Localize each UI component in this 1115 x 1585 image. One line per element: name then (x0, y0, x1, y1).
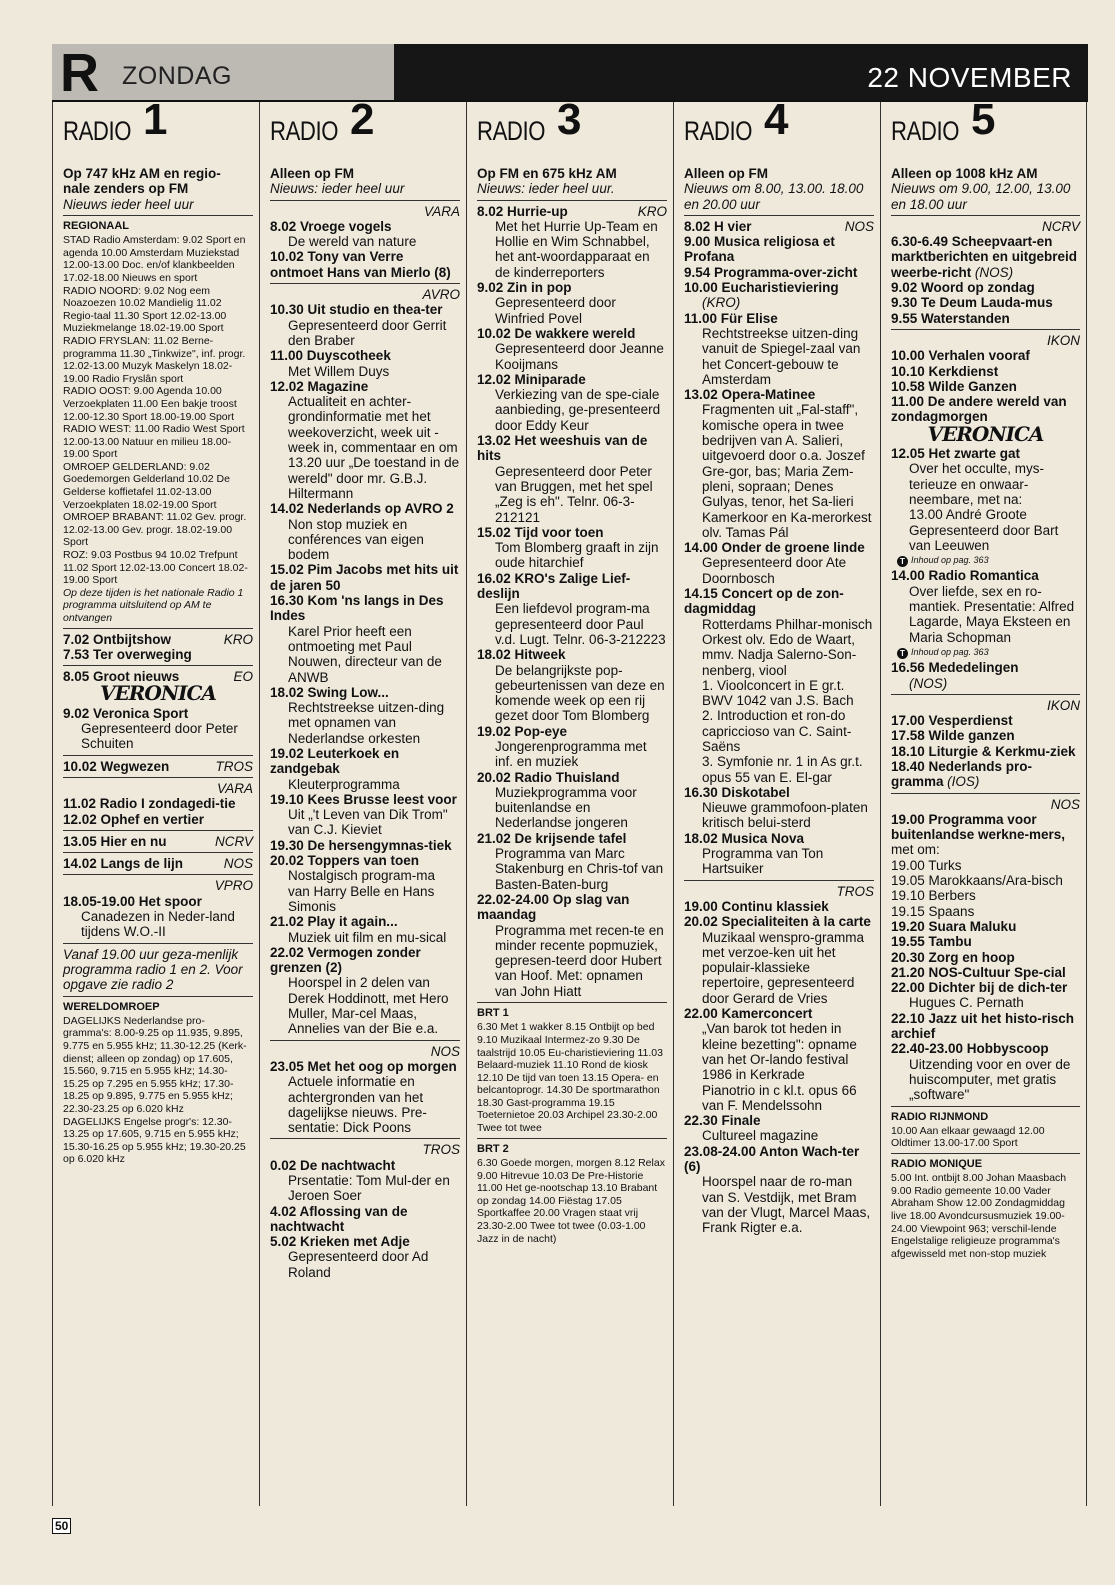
brt-listing: 6.30 Met 1 wakker 8.15 Ontbijt op bed 9.10 Muzikaal Intermez-zo 9.30 De taalstrijd 10.05 Eu-charistieviering 11.03 Belaard-muziek 11.10 Rond de kiosk 12.10 De tijd van toen 13.15 Opera- en belcantoprogr. 14.30 De sportmarathon 18.30 Gast-programma 19.15 Toeternietoe 20.03 Archipel 23.30-2.00 Twee tot twee (477, 1021, 663, 1135)
program-title: 15.02 Pim Jacobs met hits uit de jaren 50 (270, 562, 459, 593)
program-desc: 13.00 André Groote (909, 507, 1027, 523)
header-left (52, 43, 394, 103)
intro: Op FM en 675 kHz AM (477, 166, 617, 181)
program-title: 10.30 Uit studio en thea-ter (270, 302, 443, 318)
program-title: 12.02 Miniparade (477, 371, 586, 387)
program-title: 16.56 Mededelingen (891, 660, 1019, 676)
program-desc: Verkiezing van de spe-ciale aanbieding, ge-presenteerd door Eddy Keur (495, 387, 661, 433)
program-desc: Nostalgisch program-ma van Harry Belle en Hans Simonis (288, 868, 436, 914)
listing-note: Op deze tijden is het nationale Radio 1 programma uitsluitend op AM te ontvangen (63, 586, 244, 624)
program-desc: Rechtstreekse uitzen-ding met opnamen van Nederlandse orkesten (288, 700, 445, 746)
station-number: 3 (557, 102, 582, 144)
program-desc: Gepresenteerd door Jeanne Kooijmans (495, 341, 664, 372)
column-radio-3 (466, 102, 673, 1506)
program-title: 16.02 KRO's Zalige Lief-deslijn (477, 570, 631, 602)
column-header (270, 102, 460, 166)
broadcaster: NCRV (1041, 218, 1080, 234)
program-title: 19.55 Tambu (891, 934, 972, 950)
program-desc: Hugues C. Pernath (909, 995, 1024, 1011)
broadcaster: IKON (1046, 697, 1080, 713)
program-title: 16.30 Diskotabel (684, 784, 790, 800)
program-desc: Over het occulte, mys-terieuze en onwaar-neembare, met na: (909, 461, 1045, 507)
program-desc: Met het Hurrie Up-Team en Hollie en Wim Schnabbel, het ant-woordapparaat en de kinderreporters (495, 218, 658, 280)
page-number: 50 (52, 1518, 71, 1534)
station-name: RADIO (684, 116, 753, 146)
station-name: RADIO (477, 116, 546, 146)
program-title: 11.00 De andere wereld van zondagmorgen (891, 394, 1067, 425)
section-label: RADIO MONIQUE (891, 1158, 983, 1170)
listing-entry: OMROEP BRABANT: 11.02 Gev. progr. 12.02-13.00 Gev. progr. 18.02-19.00 Sport (63, 511, 247, 549)
broadcaster: NOS (430, 1043, 460, 1059)
listing-entry: STAD Radio Amsterdam: 9.02 Sport en agenda 10.00 Amsterdam Muziekstad 12.00-13.00 Doc. en/of klankbeelden 17.02-18.00 Nieuws en sport (63, 234, 246, 284)
program-title: 19.00 Programma voor buitenlandse werkne-mers, met om: (891, 811, 1066, 858)
program-desc: Muziekprogramma voor buitenlandse en Nederlandse jongeren (495, 784, 637, 831)
broadcaster: VPRO (214, 878, 253, 894)
program-title: 21.02 De krijsende tafel (477, 830, 627, 846)
program-desc: Over liefde, sex en ro-mantiek. Presentatie: Alfred Lagarde, Maya Eksteen en Maria Schopman (909, 583, 1075, 645)
program-desc: Muzikaal wenspro-gramma met verzoe-ken uit het populair-klassieke repertoire, gepresenteerd door Gerard de Vries (702, 929, 865, 1006)
program-desc: Tom Blomberg graaft in zijn oude hitarchief (495, 540, 659, 571)
program-title: 19.30 De hersengymnas-tiek (270, 837, 452, 853)
program-title: 9.02 Veronica Sport (63, 705, 189, 721)
info-icon: T (897, 556, 908, 567)
column-radio-4 (673, 102, 880, 1506)
program-desc: Fragmenten uit „Fal-staff", komische opera in twee bedrijven van A. Salieri, uitgevoerd door o.a. Joszef Gre-gor, bas; Maria Zem-pleni, sopraan; Denes Gulyas, tenor, het Sa-lieri Kamerkoor en Ka-merorkest olv. Tamas Pál (702, 402, 872, 540)
program-desc: Jongerenprogramma met inf. en muziek (495, 738, 647, 770)
broadcaster: AVRO (422, 287, 460, 303)
program-title: 18.05-19.00 Het spoor (63, 893, 202, 909)
program-desc: Uitzending voor en over de huiscomputer, met gratis „software" (909, 1056, 1071, 1103)
program-title: 20.02 Specialiteiten à la carte (684, 914, 871, 930)
day-label: ZONDAG (122, 62, 232, 90)
section-label: RADIO RIJNMOND (891, 1110, 989, 1123)
program-title: 9.30 Te Deum Lauda-mus (891, 295, 1053, 311)
program-desc: Uit „'t Leven van Dik Trom" van C.J. Kieviet (288, 807, 448, 838)
program-row: 8.02 Hurrie-up KRO (477, 203, 667, 219)
program-desc: Gepresenteerd door Ate Doornbosch (702, 555, 847, 586)
broadcaster: VARA (423, 203, 460, 219)
program-title: 23.08-24.00 Anton Wach-ter (6) (684, 1143, 860, 1174)
program-title: 22.30 Finale (684, 1113, 761, 1129)
program-title: 9.55 Waterstanden (891, 310, 1010, 326)
program-desc: Gepresenteerd door Winfried Povel (495, 295, 616, 326)
program-desc: De belangrijkste pop-gebeurtenissen van deze en komende week op een rij gezet door Tom Blomberg (495, 662, 665, 724)
intro: Alleen op FM (270, 166, 354, 181)
regional-listing (63, 234, 253, 624)
column-header (891, 102, 1080, 166)
language-item: 19.00 Turks (891, 857, 962, 873)
program-desc: Nieuwe grammofoon-platen kritisch belui-sterd (702, 800, 868, 831)
brt-listing: 6.30 Goede morgen, morgen 8.12 Relax 9.00 Hitrevue 10.03 De Pre-Historie 11.00 Het ge-nootschap 13.10 Brabant op zondag 14.00 Fiëstag 17.05 Sportkaffee 20.00 Vragen staat vrij 23.30-2.00 Twee tot twee (0.03-1.00 Jazz in de nacht) (477, 1156, 665, 1245)
program-desc: Met Willem Duys (288, 363, 390, 379)
program-title: 20.02 Toppers van toen (270, 853, 420, 869)
program-row: 8.05 Groot nieuws EO (63, 669, 253, 685)
program-desc: Hoorspel naar de ro-man van S. Vestdijk, met Bram van der Vlugt, Marcel Maas, Frank Rigter e.a. (702, 1174, 871, 1236)
header-band (52, 43, 1088, 103)
program-title: 10.00 Verhalen vooraf (891, 348, 1030, 364)
listing-entry: OMROEP GELDERLAND: 9.02 Goedemorgen Gelderland 10.02 De Gelderse koffietafel 11.02-13.00 Verzoekplaten 18.02-19.00 Sport (63, 460, 230, 511)
station-number: 5 (971, 102, 996, 144)
program-title: 12.02 Magazine (270, 378, 369, 394)
program-row: 7.02 Ontbijtshow KRO (63, 631, 253, 647)
program-title: 11.00 Für Elise (684, 310, 778, 326)
broadcaster: VARA (216, 780, 253, 796)
program-title: 18.02 Swing Low... (270, 684, 389, 700)
column-radio-1 (52, 102, 259, 1506)
program-title: 10.00 Eucharistieviering (684, 280, 839, 296)
program-desc: 3. Symfonie nr. 1 in As gr.t. opus 55 van E. El-gar (702, 754, 863, 785)
program-desc: Non stop muziek en conférences van eigen bodem (288, 516, 424, 563)
program-desc: Programma met recen-te en minder recente popmuziek, gepresen-teerd door Hubert van Hoof. Met: opnamen van John Hiatt (495, 922, 664, 999)
program-title: 10.58 Wilde Ganzen (891, 378, 1017, 394)
program-row: 10.02 Wegwezen TROS (63, 758, 253, 774)
program-title: 18.02 Musica Nova (684, 830, 805, 846)
program-title: 17.58 Wilde ganzen (891, 728, 1015, 744)
column-header (477, 102, 667, 166)
program-desc: Rotterdams Philhar-monisch Orkest olv. Edo de Waart, mmv. Nadja Salerno-Son-nenberg, viool (702, 616, 873, 678)
program-desc: (NOS) (909, 675, 948, 691)
program-title: 19.10 Kees Brusse leest voor (270, 791, 457, 807)
world-listing: DAGELIJKS Engelse progr's: 12.30-13.25 op 17.605, 9.715 en 5.955 kHz; 15.30-16.25 op 5.955 kHz; 19.30-20.25 op 6.020 kHz (63, 1115, 246, 1166)
program-title: 22.10 Jazz uit het histo-risch archief (891, 1010, 1075, 1042)
program-title: 13.02 Het weeshuis van de hits (477, 433, 648, 464)
program-title: 9.00 Musica religiosa et Profana (684, 234, 835, 265)
program-title: 21.20 NOS-Cultuur Spe-cial (891, 964, 1066, 980)
station-name: RADIO (63, 116, 132, 146)
program-desc: Prsentatie: Tom Mul-der en Jeroen Soer (288, 1173, 450, 1204)
program-title: 18.40 Nederlands pro-gramma (IOS) (891, 758, 1033, 790)
section-label: WERELDOMROEP (63, 1000, 160, 1013)
program-title: 19.02 Pop-eye (477, 723, 568, 739)
station-name: RADIO (891, 116, 960, 146)
program-desc: Gepresenteerd door Gerrit den Braber (288, 317, 447, 348)
program-row: 13.05 Hier en nu NCRV (63, 833, 253, 849)
broadcaster: TROS (422, 1142, 460, 1158)
intro: Alleen op FM (684, 166, 768, 181)
program-desc: „Van barok tot heden in kleine bezetting": opname van het Or-lando festival 1986 in Kerkrade (702, 1021, 857, 1083)
station-number: 1 (143, 102, 168, 144)
date-label: 22 NOVEMBER (867, 62, 1072, 93)
columns (52, 100, 1088, 1506)
page-reference: T Inhoud op pag. 363 (891, 645, 1080, 660)
veronica-logo: VERONICA (927, 421, 1044, 446)
program-desc: Gepresenteerd door Ad Roland (288, 1249, 429, 1280)
program-title: 12.02 Ophef en vertier (63, 811, 205, 827)
world-listing: DAGELIJKS Nederlandse pro-gramma's: 8.00-9.25 op 11.935, 9.895, 9.775 en 5.955 kHz; 11.30-12.25 (Kerk-dienst; alleen op zondag) op 17.605, 15.560, 9.715 en 5.955 kHz; 14.30-15.25 op 7.295 en 5.955 kHz; 17.30-18.25 op 9.895, 9.775 en 5.955 kHz; 22.30-23.25 op 6.020 kHz (63, 1014, 247, 1115)
program-title: 8.02 Vroege vogels (270, 218, 392, 234)
program-title: 19.00 Continu klassiek (684, 898, 829, 914)
program-title: 18.02 Hitweek (477, 647, 566, 663)
program-title: 14.00 Radio Romantica (891, 568, 1039, 584)
program-desc: Actualiteit en achter-grondinformatie met het weekoverzicht, week uit - week in, commentaar en om 13.20 uur „De toestand in de wereld" door mr. G.B.J. Hiltermann (288, 394, 460, 501)
news-note: Nieuws: ieder heel uur. (477, 181, 667, 200)
listing-entry: RADIO OOST: 9.00 Agenda 10.00 Verzoekplaten 11.00 Een bakje troost 12.00-12.30 Sport 18.00-19.00 Sport (63, 385, 237, 423)
program-title: 14.00 Onder de groene linde (684, 540, 865, 556)
column-header (63, 102, 253, 166)
program-title: 11.00 Duyscotheek (270, 348, 391, 364)
program-title: 6.30-6.49 Scheepvaart-en marktberichten en uitgebreid weerbe-richt (NOS) (891, 234, 1078, 280)
program-title: 21.02 Play it again... (270, 914, 398, 930)
news-note: Nieuws: ieder heel uur (270, 181, 460, 200)
program-title: 9.02 Woord op zondag (891, 280, 1035, 296)
program-title: 20.30 Zorg en hoop (891, 949, 1015, 965)
station-name: RADIO (270, 116, 339, 146)
program-desc: Hoorspel in 2 delen van Derek Hoddinott, met Hero Muller, Mar-cel Maas, Annelies van der Bie e.a. (288, 975, 449, 1037)
program-title: 10.10 Kerkdienst (891, 363, 999, 379)
program-desc: Programma van Ton Hartsuiker (702, 846, 824, 877)
intro: Op 747 kHz AM en regio- nale zenders op FM (63, 166, 221, 197)
column-radio-2 (259, 102, 466, 1506)
program-title: 14.02 Nederlands op AVRO 2 (270, 501, 454, 517)
program-title: 19.20 Suara Maluku (891, 918, 1017, 934)
program-desc: Rechtstreekse uitzen-ding vanuit de Spiegel-zaal van het Concert-gebouw te Amsterdam (702, 325, 861, 387)
program-desc: Muziek uit film en mu-sical (288, 929, 447, 945)
program-title: 7.53 Ter overweging (63, 646, 192, 662)
program-title: 4.02 Aflossing van de nachtwacht (270, 1203, 408, 1234)
joint-note: Vanaf 19.00 uur geza-menlijk programma radio 1 en 2. Voor opgave zie radio 2 (63, 946, 243, 993)
program-title: 14.15 Concert op de zon-dagmiddag (684, 586, 844, 617)
program-title: 9.02 Zin in pop (477, 280, 572, 296)
program-title: 15.02 Tijd voor toen (477, 524, 604, 540)
program-title: 5.02 Krieken met Adje (270, 1234, 410, 1250)
program-title: 9.54 Programma-over-zicht (684, 264, 858, 280)
program-desc: (KRO) (702, 295, 741, 311)
program-title: 22.40-23.00 Hobbyscoop (891, 1041, 1049, 1057)
news-note: Nieuws om 9.00, 12.00, 13.00 en 18.00 uur (891, 181, 1080, 216)
listing-entry: ROZ: 9.03 Postbus 94 10.02 Trefpunt 11.02 Sport 12.02-13.00 Concert 18.02-19.00 Sport (63, 549, 248, 587)
program-title: 22.02 Vermogen zonder grenzen (2) (270, 944, 421, 976)
broadcaster: NOS (1050, 796, 1080, 812)
program-row: 14.02 Langs de lijn NOS (63, 856, 253, 872)
listing-entry: RADIO WEST: 11.00 Radio West Sport 12.00-13.00 Natuur en milieu 18.00-19.00 Sport (63, 423, 245, 461)
program-title: 11.02 Radio I zondagedi-tie (63, 796, 236, 812)
program-desc: Actuele informatie en achtergronden van het dagelijkse nieuws. Pre-sentatie: Dick Poons (288, 1074, 427, 1136)
veronica-logo: VERONICA (100, 681, 216, 706)
program-desc: Kleuterprogramma (288, 776, 400, 792)
program-desc: Een liefdevol program-ma gepresenteerd door Paul v.d. Lugt. Telnr. 06-3-212223 (495, 601, 666, 647)
program-title: 18.10 Liturgie & Kerkmu-ziek (891, 743, 1076, 759)
program-desc: Karel Prior heeft een ontmoeting met Paul Nouwen, directeur van de ANWB (288, 623, 442, 685)
program-title: 17.00 Vesperdienst (891, 713, 1013, 729)
intro: Alleen op 1008 kHz AM (891, 166, 1038, 181)
section-label: REGIONAAL (63, 219, 129, 232)
station-number: 2 (350, 102, 375, 144)
program-desc: Canadezen in Neder-land tijdens W.O.-II (81, 909, 235, 940)
info-icon: T (897, 648, 908, 659)
section-label: BRT 2 (477, 1142, 509, 1155)
broadcaster: TROS (836, 883, 874, 899)
news-note: Nieuws ieder heel uur (63, 197, 253, 216)
program-row: 8.02 H vier NOS (684, 218, 874, 234)
program-desc: Cultureel magazine (702, 1128, 819, 1144)
language-item: 19.15 Spaans (891, 903, 975, 919)
program-title: 0.02 De nachtwacht (270, 1157, 396, 1173)
program-title: 13.02 Opera-Matinee (684, 387, 816, 403)
program-title: 20.02 Radio Thuisland (477, 769, 620, 785)
program-title: 16.30 Kom 'ns langs in Des Indes (270, 593, 444, 624)
program-desc: Gepresenteerd door Peter van Bruggen, met het spel „Zeg is eh". Telnr. 06-3-212121 (495, 463, 653, 525)
language-item: 19.10 Berbers (891, 888, 976, 904)
page-reference: T Inhoud op pag. 363 (891, 553, 1080, 568)
station-number: 4 (764, 102, 789, 144)
header-right (394, 44, 1088, 100)
program-desc: Gepresenteerd door Peter Schuiten (81, 721, 238, 752)
program-title: 19.02 Leuterkoek en zandgebak (270, 745, 400, 777)
program-desc: Pianotrio in c kl.t. opus 66 van F. Mendelssohn (702, 1082, 857, 1113)
broadcaster: IKON (1046, 332, 1080, 348)
column-radio-5 (880, 102, 1087, 1506)
language-item: 19.05 Marokkaans/Ara-bisch (891, 873, 1063, 889)
program-title: 10.02 Tony van Verre ontmoet Hans van Mierlo (8) (270, 249, 451, 280)
program-desc: Gepresenteerd door Bart van Leeuwen (909, 522, 1059, 553)
news-note: Nieuws om 8.00, 13.00. 18.00 en 20.00 uur (684, 181, 874, 216)
program-title: 23.05 Met het oog op morgen (270, 1058, 457, 1074)
column-header (684, 102, 874, 166)
program-title: 12.05 Het zwarte gat (891, 446, 1021, 462)
program-title: 22.00 Dichter bij de dich-ter (891, 980, 1068, 996)
program-title: 22.02-24.00 Op slag van maandag (477, 891, 630, 923)
program-desc: De wereld van nature (288, 234, 417, 250)
program-title: 10.02 De wakkere wereld (477, 325, 636, 341)
listing: 5.00 Int. ontbijt 8.00 Johan Maasbach 9.00 Radio gemeente 10.00 Vader Abraham Show 12.00 Zondagmiddag live 18.00 Avondcursusmuziek 19.00-24.00 Viewpoint 963; verschil-lende Engelstalige religieuze programma's afgewisseld met non-stop muziek (891, 1172, 1067, 1260)
listing-entry: RADIO NOORD: 9.02 Nog eem Noazoezen 10.02 Mandielig 11.02 Regio-taal 11.30 Sport 12.02-13.00 Muziekmelange 18.02-19.00 Sport (63, 284, 227, 335)
program-desc: Programma van Marc Stakenburg en Chris-tof van Basten-Baten-burg (495, 846, 664, 892)
program-desc: 2. Introduction et ron-do capriccioso van C. Saint-Saëns (702, 708, 852, 754)
program-title: 22.00 Kamerconcert (684, 1006, 813, 1022)
tv-radio-guide-page (52, 44, 1088, 1544)
listing: 10.00 Aan elkaar gewaagd 12.00 Oldtimer 13.00-17.00 Sport (891, 1124, 1045, 1150)
section-letter: R (60, 43, 99, 103)
program-desc: 1. Vioolconcert in E gr.t. BWV 1042 van J.S. Bach (702, 677, 854, 709)
listing-entry: RADIO FRYSLAN: 11.02 Berne-programma 11.30 „Tinkwize", inf. progr. 12.02-13.00 Muzyk Maskelyn 18.02-19.00 Radio Fryslân sport (63, 334, 246, 385)
section-label: BRT 1 (477, 1007, 509, 1020)
